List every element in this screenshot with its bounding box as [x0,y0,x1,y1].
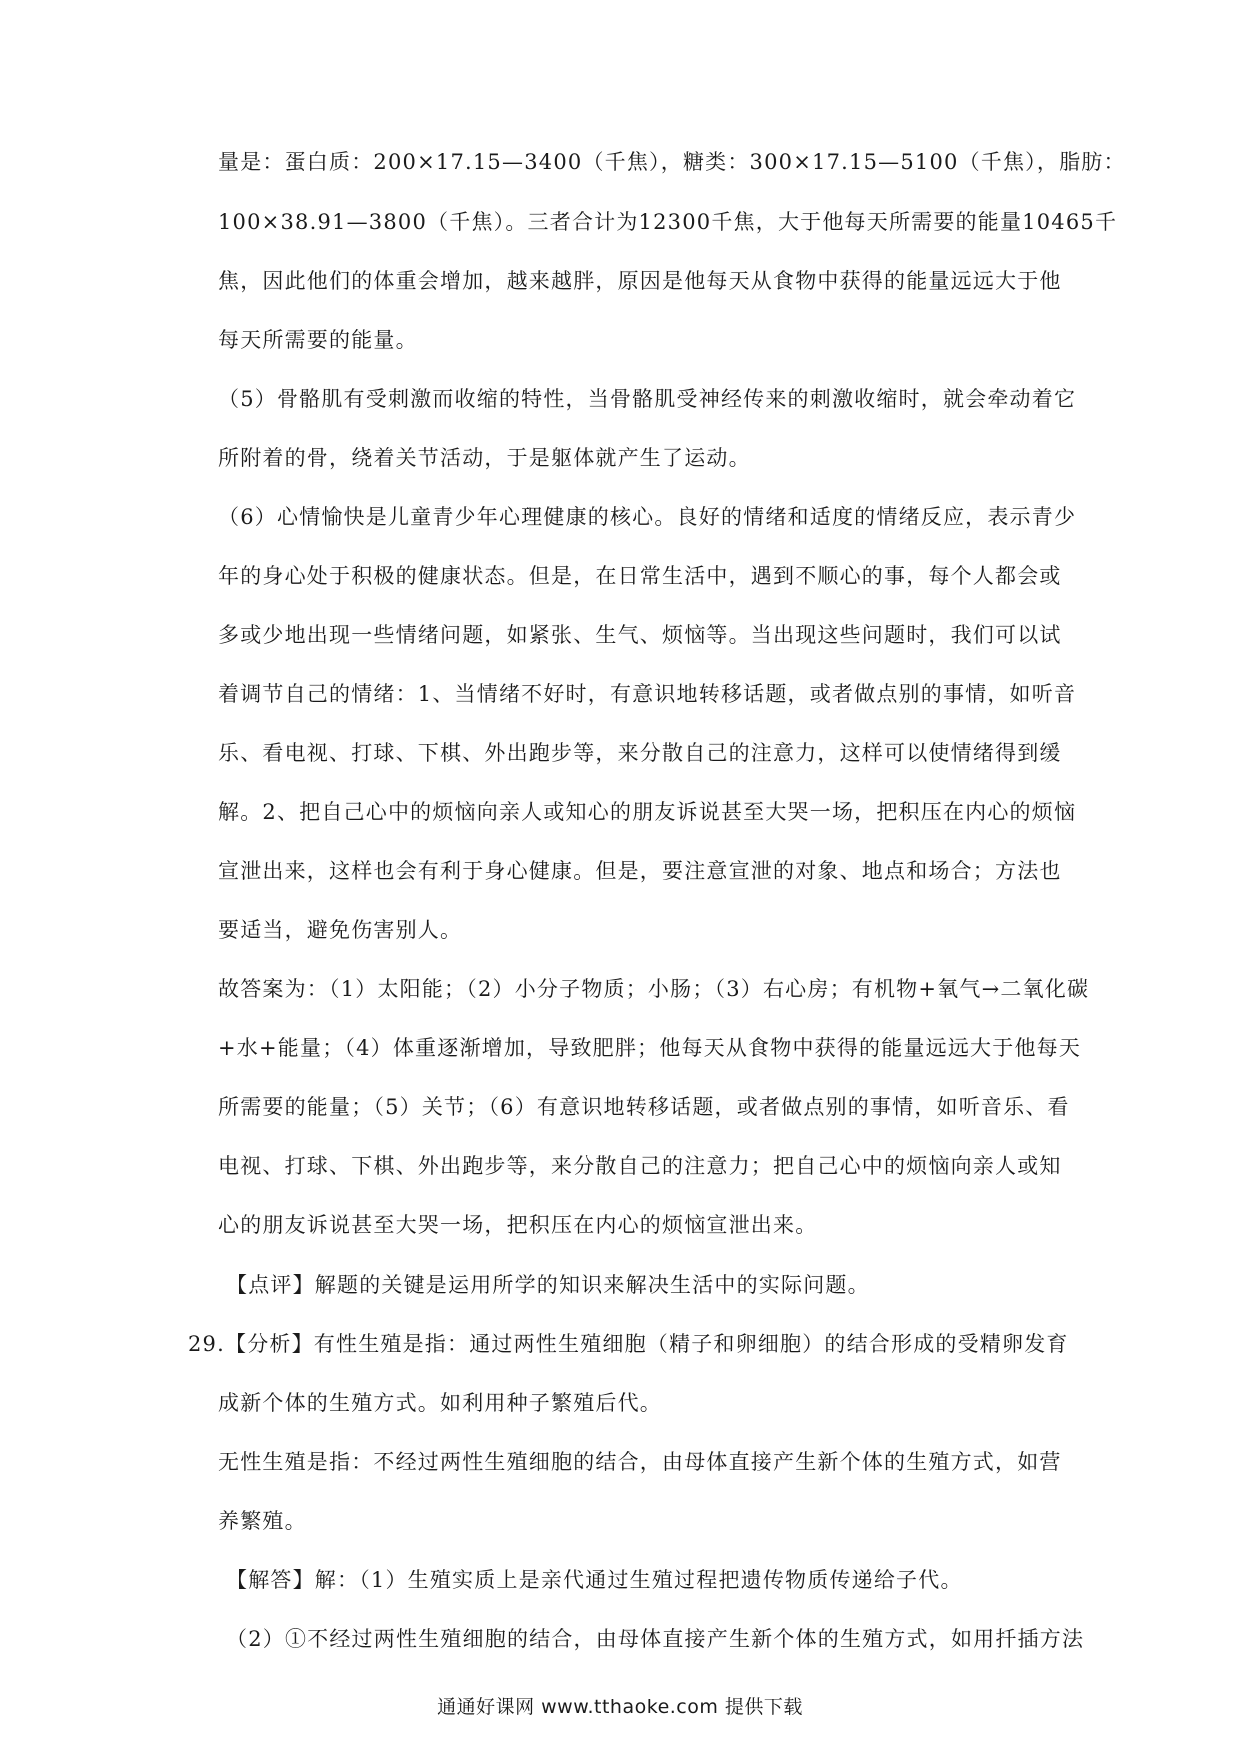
text-line: 所附着的骨，绕着关节活动，于是躯体就产生了运动。 [218,446,751,470]
text-line: 宣泄出来，这样也会有利于身心健康。但是，要注意宣泄的对象、地点和场合；方法也 [218,859,1062,883]
text-line: 量是：蛋白质：200×17.15—3400（千焦），糖类：300×17.15—5100（千焦），脂肪： [218,150,1126,174]
text-line: （6）心情愉快是儿童青少年心理健康的核心。良好的情绪和适度的情绪反应，表示青少 [218,505,1077,529]
question-29-heading: 29.【分析】有性生殖是指：通过两性生殖细胞（精子和卵细胞）的结合形成的受精卵发育 [188,1332,1069,1356]
text-line: 所需要的能量；（5）关节；（6）有意识地转移话题，或者做点别的事情，如听音乐、看 [218,1095,1070,1119]
page-footer: 通通好课网 www.tthaoke.com 提供下载 [437,1696,803,1718]
text-line: 焦，因此他们的体重会增加，越来越胖，原因是他每天从食物中获得的能量远远大于他 [218,269,1062,293]
text-line: （2）①不经过两性生殖细胞的结合，由母体直接产生新个体的生殖方式，如用扦插方法 [226,1627,1085,1651]
text-line: 着调节自己的情绪：1、当情绪不好时，有意识地转移话题，或者做点别的事情，如听音 [218,682,1077,706]
text-line: 多或少地出现一些情绪问题，如紧张、生气、烦恼等。当出现这些问题时，我们可以试 [218,623,1062,647]
comment-line: 【点评】解题的关键是运用所学的知识来解决生活中的实际问题。 [226,1273,870,1297]
text-line: 电视、打球、下棋、外出跑步等，来分散自己的注意力；把自己心中的烦恼向亲人或知 [218,1154,1062,1178]
text-line: 年的身心处于积极的健康状态。但是，在日常生活中，遇到不顺心的事，每个人都会或 [218,564,1062,588]
text-line: 100×38.91—3800（千焦）。三者合计为12300千焦，大于他每天所需要的能量10465千 [218,210,1118,234]
text-line: 故答案为：（1）太阳能；（2）小分子物质；小肠；（3）右心房；有机物+氧气→二氧化碳 [218,977,1090,1001]
text-line: 心的朋友诉说甚至大哭一场，把积压在内心的烦恼宣泄出来。 [218,1213,818,1237]
text-line: 每天所需要的能量。 [218,328,418,352]
answer-line: 【解答】解：（1）生殖实质上是亲代通过生殖过程把遗传物质传递给子代。 [226,1568,963,1592]
text-line: 乐、看电视、打球、下棋、外出跑步等，来分散自己的注意力，这样可以使情绪得到缓 [218,741,1062,765]
text-line: 解。2、把自己心中的烦恼向亲人或知心的朋友诉说甚至大哭一场，把积压在内心的烦恼 [218,800,1077,824]
text-line: +水+能量；（4）体重逐渐增加，导致肥胖；他每天从食物中获得的能量远远大于他每天 [218,1036,1082,1060]
text-line: 成新个体的生殖方式。如利用种子繁殖后代。 [218,1391,662,1415]
text-line: 养繁殖。 [218,1509,307,1533]
text-line: 无性生殖是指：不经过两性生殖细胞的结合，由母体直接产生新个体的生殖方式，如营 [218,1450,1062,1474]
text-line: （5）骨骼肌有受刺激而收缩的特性，当骨骼肌受神经传来的刺激收缩时，就会牵动着它 [218,387,1077,411]
text-line: 要适当，避免伤害别人。 [218,918,463,942]
